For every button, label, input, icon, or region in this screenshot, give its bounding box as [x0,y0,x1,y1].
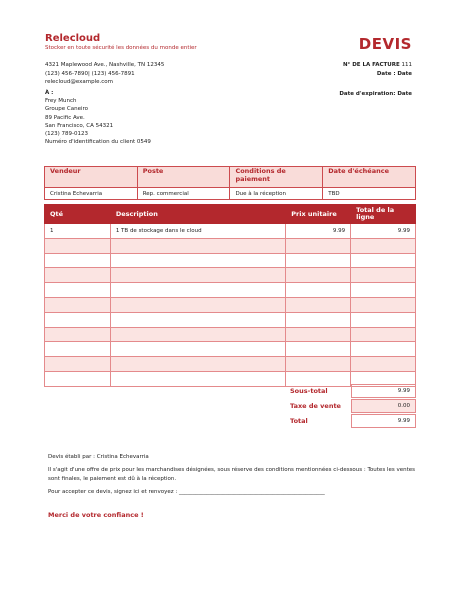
qty-cell [45,371,111,386]
position-value: Rep. commercial [137,188,230,200]
due-date-header: Date d'échéance [323,167,416,188]
subtotal-row [286,384,416,399]
description-cell [110,371,285,386]
unit-price-cell: 9.99 [286,224,351,239]
description-cell [110,283,285,298]
client-block [45,89,151,146]
sender-address [45,61,164,87]
qty-header: Qté [45,205,111,224]
items-table [44,204,416,387]
table-row [45,342,416,357]
invoice-number-label: N° DE LA FACTURE [342,62,400,68]
line-total-cell [351,312,416,327]
seller-info-table [44,166,416,200]
invoice-date-value: Date [397,70,412,77]
invoice-info [343,61,412,78]
client-street: 89 Pacific Ave. [45,114,85,121]
payment-terms-header: Conditions de paiement [230,167,323,188]
table-row [45,312,416,327]
signature-line: Pour accepter ce devis, signez ici et renvoyez : _____________________________________________________ [48,489,325,496]
client-city: San Francisco, CA 54321 [45,122,114,129]
expiry-date [339,91,412,97]
tax-value: 0.00 [351,399,416,413]
client-id: Numéro d'identification du client 0549 [45,139,151,146]
prepared-by: Devis établi par : Cristina Echevarria [48,454,149,460]
unit-price-cell [286,357,351,372]
line-total-cell [351,297,416,312]
description-cell [110,327,285,342]
total-value: 9.99 [351,414,416,428]
thanks-text: Merci de votre confiance ! [48,511,144,519]
payment-terms-value: Due à la réception [230,188,323,200]
total-label: Total [290,417,308,425]
qty-cell [45,238,111,253]
terms-text: Il s'agit d'une offre de prix pour les marchandises désignées, sous réserve des conditions mentionnées ci-dessous : Toutes les ventes sont finales, le paiement est dû à la réception. [48,467,415,482]
description-cell [110,253,285,268]
seller-header: Vendeur [45,167,138,188]
line-total-cell [351,342,416,357]
qty-cell [45,297,111,312]
company-tagline: Stocker en toute sécurité les données du monde entier [45,45,197,51]
expiry-value: Date [397,91,412,97]
sender-email: relecloud@example.com [45,79,113,86]
expiry-label: Date d'expiration: [339,91,396,97]
unit-price-header: Prix unitaire [286,205,351,224]
description-cell [110,342,285,357]
line-total-header: Total de la ligne [351,205,416,224]
description-cell [110,238,285,253]
description-cell [110,312,285,327]
to-label: À : [45,90,54,96]
table-row [45,268,416,283]
client-phone: (123) 789-0123 [45,131,89,138]
client-company: Groupe Caneiro [45,106,88,113]
invoice-number-value: 111 [401,62,412,68]
seller-value: Cristina Echevarria [45,188,138,200]
table-row [45,327,416,342]
table-row [45,297,416,312]
line-total-cell [351,357,416,372]
unit-price-cell [286,342,351,357]
line-total-cell [351,253,416,268]
qty-cell [45,312,111,327]
unit-price-cell [286,268,351,283]
total-row [286,414,416,429]
description-cell [110,357,285,372]
qty-cell [45,357,111,372]
unit-price-cell [286,312,351,327]
line-total-cell [351,238,416,253]
table-row [45,238,416,253]
sender-street: 4321 Maplewood Ave., Nashville, TN 12345 [45,62,165,68]
qty-cell [45,327,111,342]
tax-row [286,399,416,414]
description-cell: 1 TB de stockage dans le cloud [110,224,285,239]
table-row [45,224,416,239]
invoice-date-label: Date : [376,70,396,77]
tax-label: Taxe de vente [290,402,341,410]
unit-price-cell [286,327,351,342]
qty-cell [45,342,111,357]
position-header: Poste [137,167,230,188]
subtotal-value: 9.99 [351,384,416,398]
unit-price-cell [286,238,351,253]
line-total-cell [351,268,416,283]
subtotal-label: Sous-total [290,387,328,395]
unit-price-cell [286,283,351,298]
company-name: Relecloud [45,33,101,44]
table-row [45,283,416,298]
qty-cell [45,253,111,268]
document-title: DEVIS [358,35,412,53]
client-name: Frey Munch [45,98,77,105]
line-total-cell [351,327,416,342]
qty-cell: 1 [45,224,111,239]
line-total-cell [351,283,416,298]
description-cell [110,297,285,312]
items-body [45,224,416,387]
unit-price-cell [286,253,351,268]
qty-cell [45,268,111,283]
unit-price-cell [286,297,351,312]
table-row [45,357,416,372]
totals-block [286,384,416,429]
description-cell [110,268,285,283]
description-header: Description [110,205,285,224]
due-date-value: TBD [323,188,416,200]
sender-phones: (123) 456-7890| (123) 456-7891 [45,70,135,77]
line-total-cell: 9.99 [351,224,416,239]
table-row [45,253,416,268]
qty-cell [45,283,111,298]
notes-block [48,453,418,502]
